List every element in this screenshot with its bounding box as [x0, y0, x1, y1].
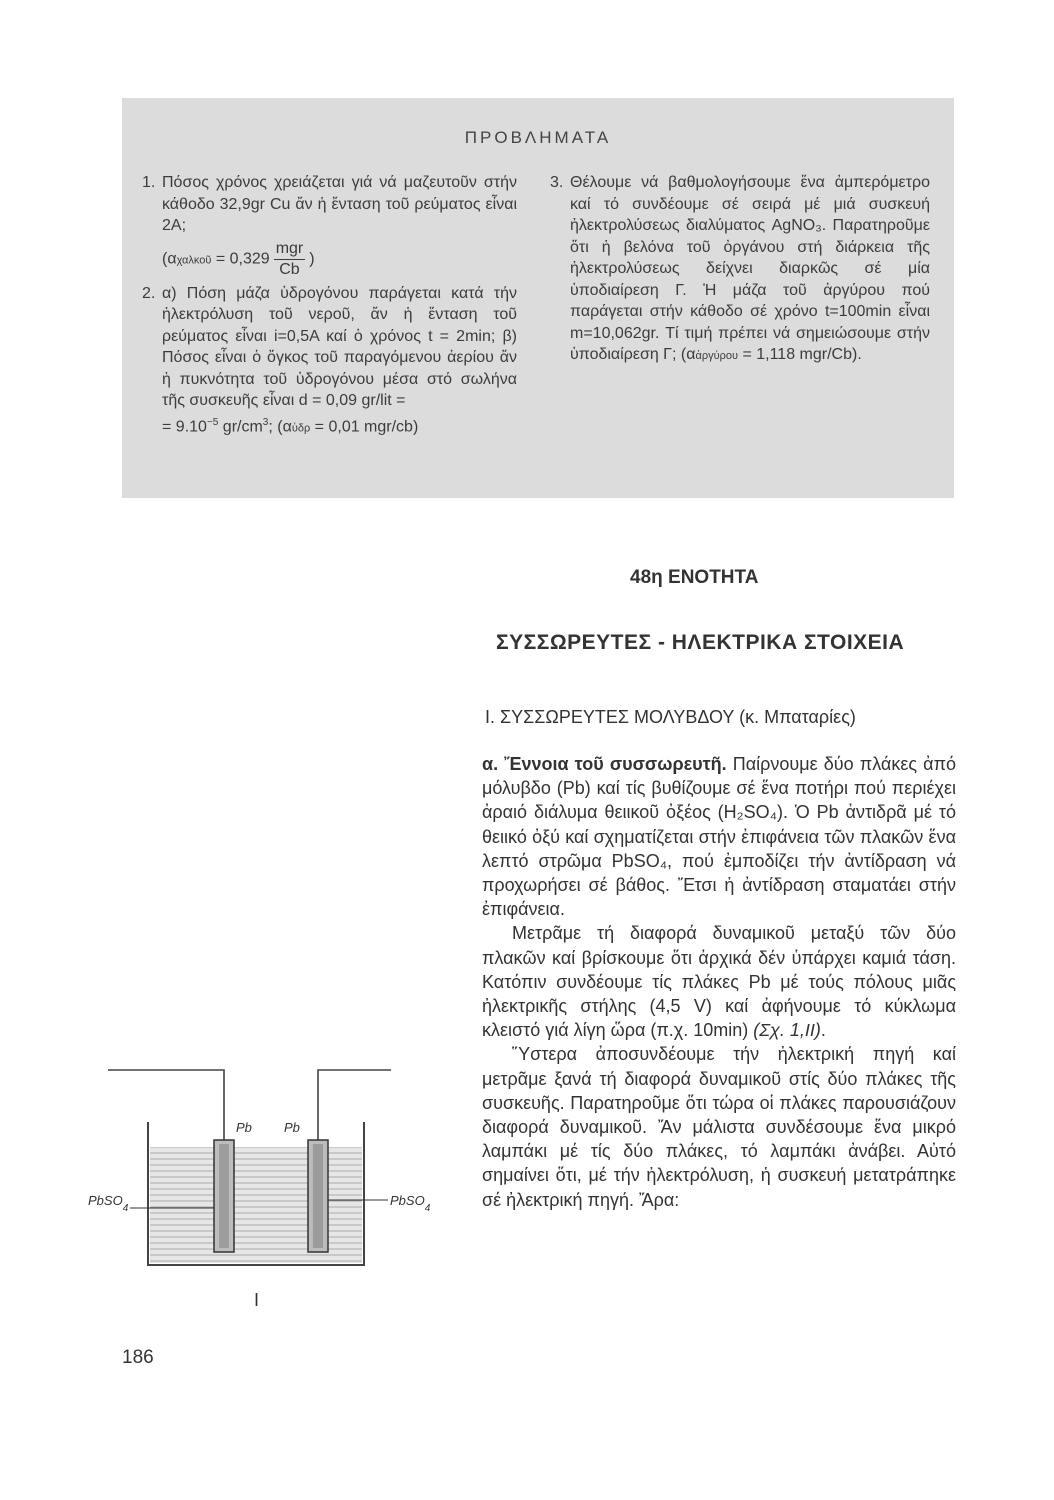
left-wire — [108, 1070, 224, 1140]
problems-title: ΠΡΟΒΛΗΜΑΤΑ — [464, 128, 612, 147]
problem-1-text: Πόσος χρόνος χρειάζεται γιά νά μαζευτοῦν στήν κάθοδο 32,9gr Cu ἄν ἡ ἔνταση τοῦ ρεύματος εἶναι 2A; — [162, 174, 517, 234]
paragraph-1: α. Ἔννοια τοῦ συσσωρευτῆ. Παίρνουμε δύο πλάκες ἀπό μόλυβδο (Pb) καί τίς βυθίζουμε σέ ἕνα ποτήρι πού περιέχει ἀραιό διάλυμα θειικοῦ ὀξέος (H₂SO₄). Ὁ Pb ἀντιδρᾶ μέ τό θειικό ὀξύ καί σχηματίζεται στήν ἐπιφάνεια τῶν πλακῶν ἕνα λεπτό στρῶμα PbSO₄, πού ἐμποδίζει τήν ἀντίδραση νά προχωρήσει σέ βάθος. Ἔτσι ἡ ἀντίδραση σταματάει στήν ἐπιφάνεια. — [482, 754, 956, 920]
page-number: 186 — [122, 1347, 154, 1368]
problem-2 — [142, 283, 517, 440]
right-wire — [318, 1070, 391, 1140]
problem-1 — [142, 172, 517, 280]
label-pb-right: Pb — [284, 1120, 300, 1135]
problem-2-number: 2. — [142, 284, 156, 302]
problem-1-formula: (αχαλκοῦ = 0,329 $\frac{\text{mgr}}{Cb}$ ) — [162, 239, 315, 278]
problem-3 — [550, 172, 930, 368]
electrolyte-liquid — [150, 1147, 362, 1263]
unit-heading: 48η ΕΝΟΤΗΤΑ — [630, 567, 759, 588]
problems-box — [122, 98, 954, 498]
problem-1-fraction: $\frac{\text{mgr}}{Cb}$ — [275, 239, 304, 278]
paragraph-3: Ὕστερα ἀποσυνδέουμε τήν ἠλεκτρική πηγή καί μετρᾶμε ξανά τή διαφορά δυναμικοῦ στίς δύο πλάκες τῆς συσκευῆς. Παρατηροῦμε ὅτι τώρα οἱ πλάκες παρουσιάζουν διαφορά δυναμικοῦ. Ἄν μάλιστα συνδέσουμε ἕνα μικρό λαμπάκι μέ τίς δύο πλάκες, τό λαμπάκι ἀνάβει. Αὐτό σημαίνει ὅτι, μέ τήν ἠλεκτρόλυση, ἡ συσκευή μετατράπηκε σέ ἠλεκτρική πηγή. Ἄρα: — [482, 1044, 956, 1210]
problems-left-column — [142, 172, 517, 439]
battery-figure — [88, 1060, 468, 1310]
problem-1-number: 1. — [142, 174, 156, 191]
body-text — [482, 752, 956, 1212]
concept-label: α. Ἔννοια τοῦ συσσωρευτῆ. — [482, 754, 727, 774]
label-pbso4-right: PbSO$_4$ — [390, 1193, 431, 1214]
problems-right-column — [550, 172, 930, 368]
chapter-title: ΣΥΣΣΩΡΕΥΤΕΣ - ΗΛΕΚΤΡΙΚΑ ΣΤΟΙΧΕΙΑ — [496, 631, 905, 654]
label-pb-left: Pb — [236, 1120, 252, 1135]
section-heading: Ι. ΣΥΣΣΩΡΕΥΤΕΣ ΜΟΛΥΒΔΟΥ (κ. Μπαταρίες) — [485, 707, 856, 727]
label-pbso4-left: PbSO$_4$ — [88, 1193, 129, 1214]
problem-2-formula: = $9.10^{-5}$ $gr/cm^3$; (αὑδρ = 0,01 mgr/cb) — [162, 416, 419, 435]
problem-3-text: Θέλουμε νά βαθμολογήσουμε ἕνα ἀμπερόμετρο καί τό συνδέουμε σέ σειρά μέ μιά συσκευή ἠλεκτρολύσεως διαλύματος AgNO₃. Παρατηροῦμε ὅτι ἡ βελόνα τοῦ ὀργάνου στή διάρκεια τῆς ἠλεκτρολύσεως δείχνει διαρκῶς σέ μία ὑποδιαίρεση Γ. Ἡ μάζα τοῦ ἀργύρου πού παράγεται στήν κάθοδο σέ χρόνο t=100min εἶναι m=10,062gr. Τί τιμή πρέπει νά σημειώσουμε στήν ὑποδιαίρεση Γ; (αἀργύρου = 1,118 mgr/Cb). — [570, 174, 930, 363]
paragraph-2: Μετρᾶμε τή διαφορά δυναμικοῦ μεταξύ τῶν δύο πλακῶν καί βρίσκουμε ὅτι ἀρχικά δέν ὑπάρχει καμιά τάση. Κατόπιν συνδέουμε τίς πλάκες Pb μέ τούς πόλους μιᾶς ἠλεκτρικῆς στήλης (4,5 V) καί ἀφήνουμε τό κύκλωμα κλειστό γιά λίγη ὥρα (π.χ. 10min) (Σχ. 1,ΙΙ). — [482, 923, 956, 1041]
problem-2-text: α) Πόση μάζα ὑδρογόνου παράγεται κατά τήν ἠλεκτρόλυση τοῦ νεροῦ, ἄν ἡ ἔνταση τοῦ ρεύματος εἶναι i=0,5A καί ὁ χρόνος t = 2min; β) Πόσος εἶναι ὁ ὄγκος τοῦ παραγόμενου ἀερίου ἄν ἡ πυκνότητα τοῦ ὑδρογόνου μέσα στό σωλήνα τῆς συσκευῆς εἶναι d = 0,09 gr/lit = — [162, 284, 517, 409]
figure-caption: I — [254, 1290, 260, 1310]
figure-reference: (Σχ. 1,ΙΙ) — [753, 1020, 821, 1041]
problem-3-number: 3. — [550, 174, 564, 191]
